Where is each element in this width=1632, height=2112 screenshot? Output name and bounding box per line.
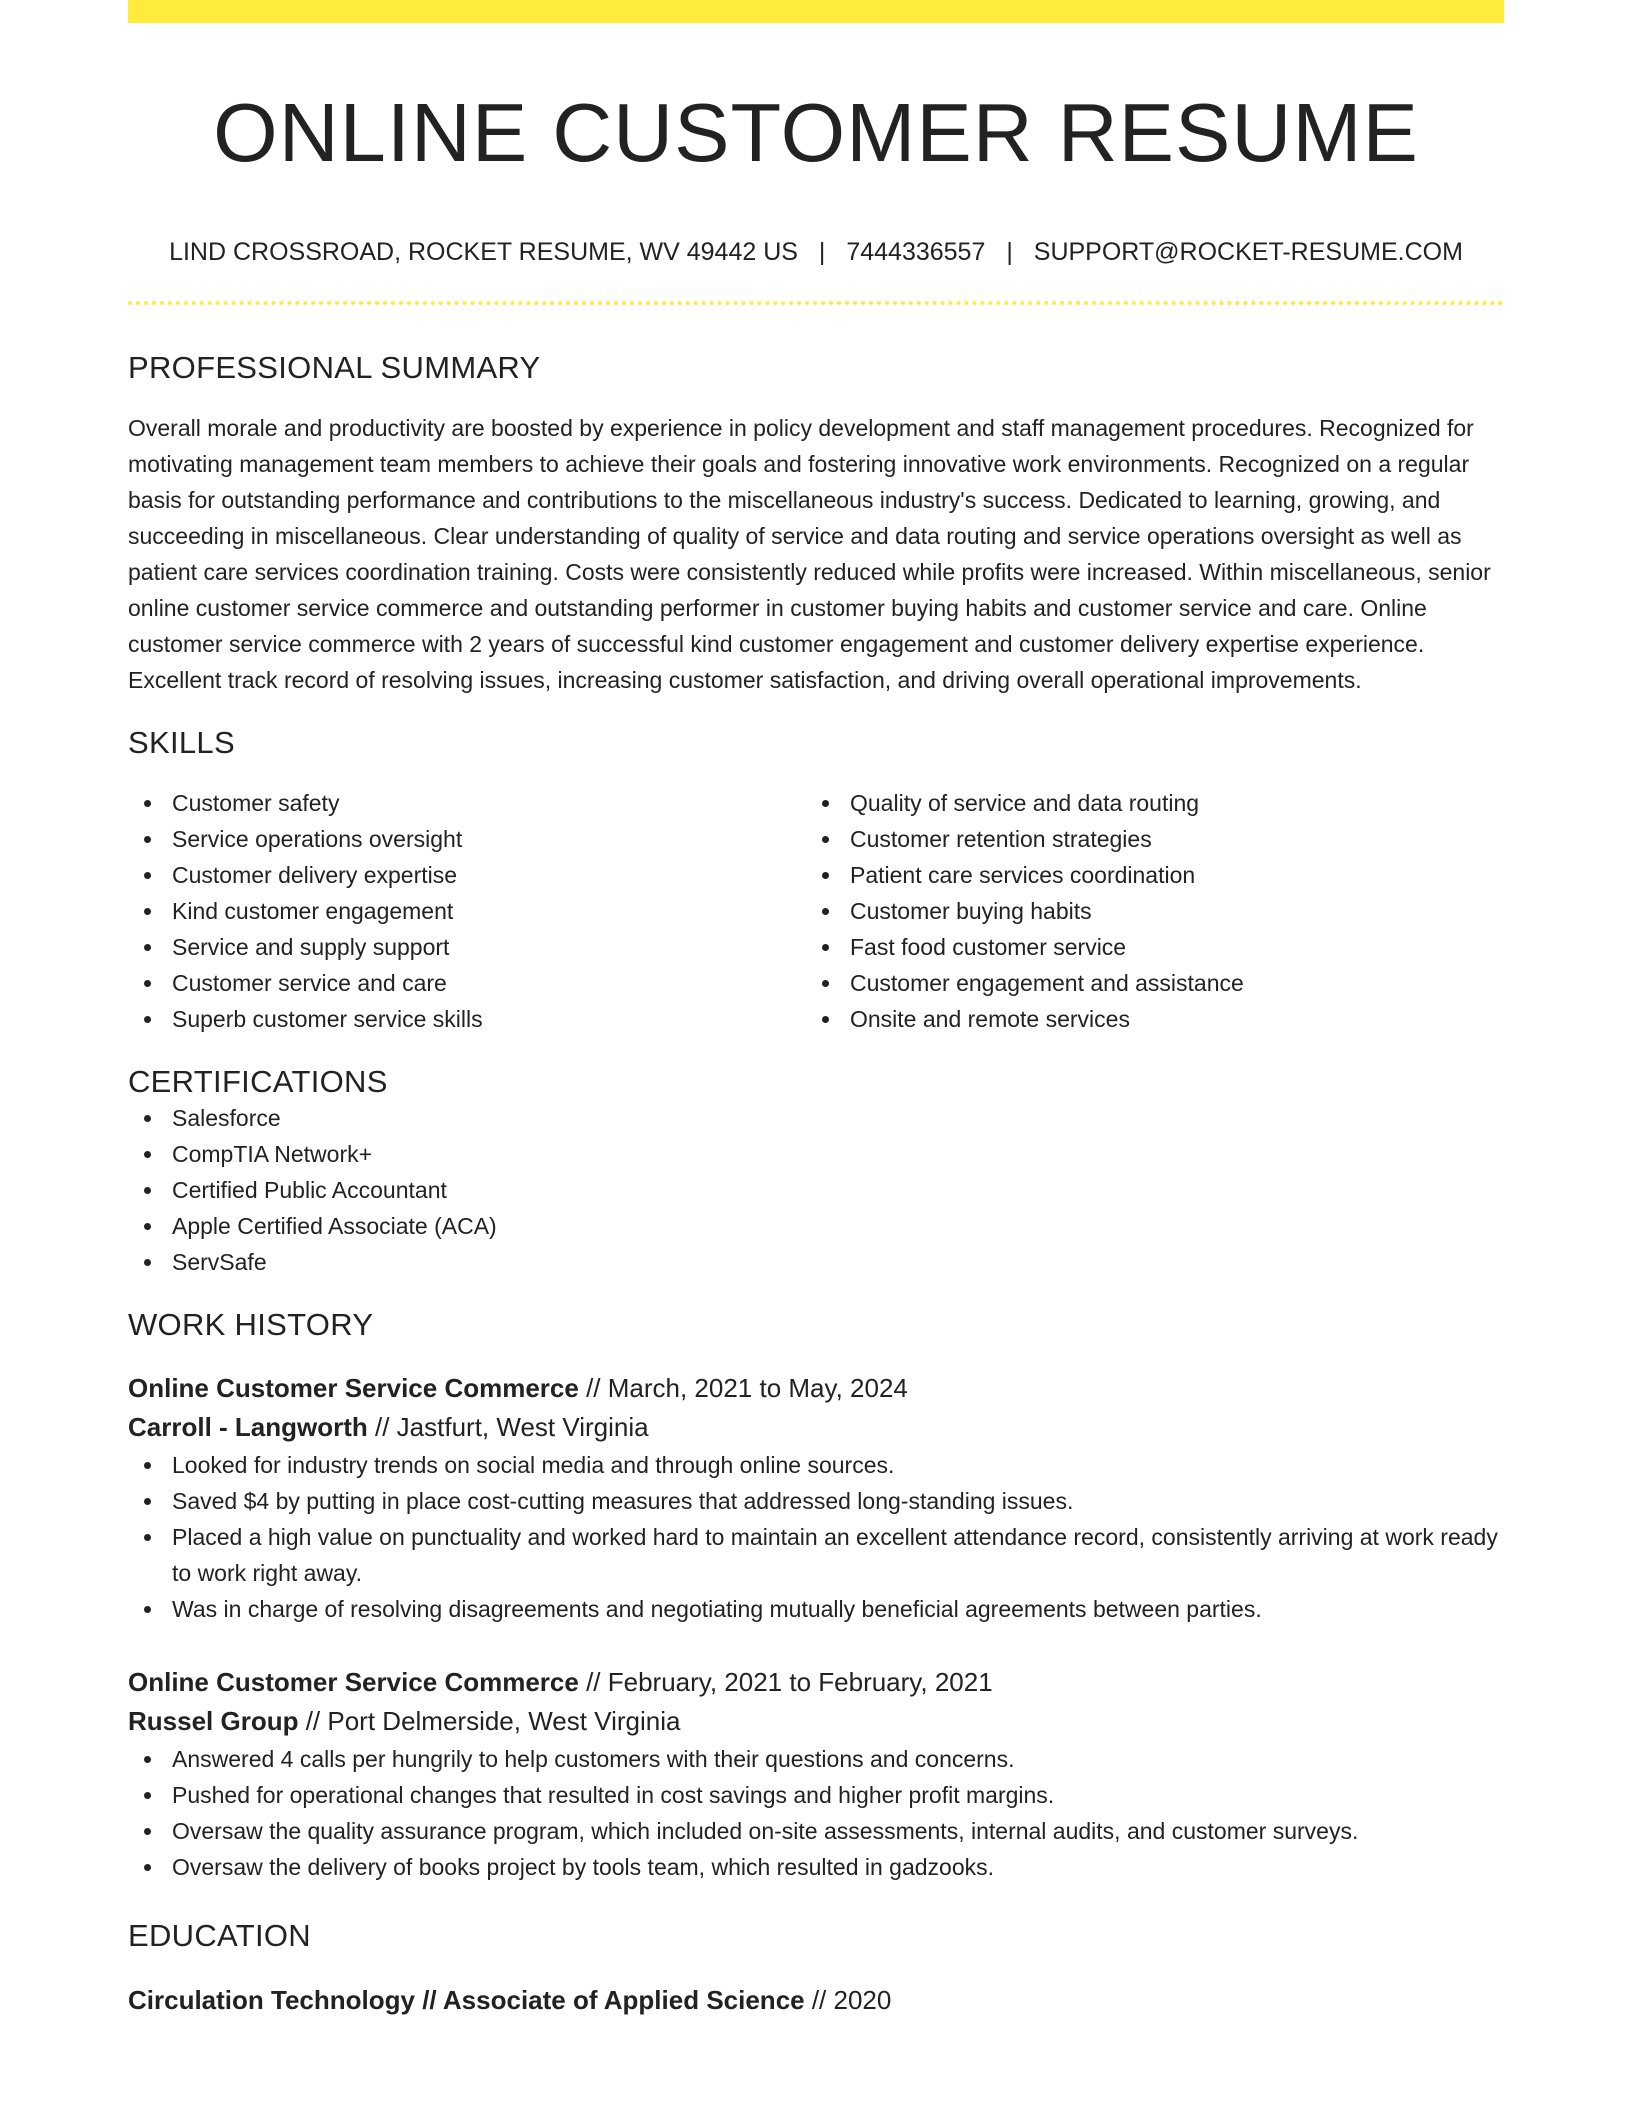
job-dates: // February, 2021 to February, 2021 (578, 1667, 993, 1698)
job-role-line (128, 1369, 1504, 1408)
section-title-skills: SKILLS (128, 724, 235, 760)
skill-item: Customer retention strategies (806, 821, 1484, 857)
section-title-summary: PROFESSIONAL SUMMARY (128, 349, 541, 385)
job-company-line (128, 1702, 1504, 1741)
contact-separator: | (818, 237, 826, 266)
skill-item: Superb customer service skills (128, 1001, 806, 1037)
job-location: // Port Delmerside, West Virginia (298, 1706, 681, 1737)
job-entry (128, 1369, 1504, 1627)
skill-item: Service and supply support (128, 929, 806, 965)
job-bullet: Oversaw the delivery of books project by tools team, which resulted in gadzooks. (128, 1849, 1504, 1885)
job-location: // Jastfurt, West Virginia (367, 1412, 649, 1443)
certification-item: Certified Public Accountant (128, 1172, 1504, 1208)
accent-top-bar (128, 0, 1504, 23)
skill-item: Customer service and care (128, 965, 806, 1001)
job-role: Online Customer Service Commerce (128, 1667, 579, 1698)
resume-page (128, 0, 1504, 2020)
education-year: // 2020 (804, 1984, 892, 2015)
job-company: Carroll - Langworth (128, 1412, 368, 1443)
job-entry (128, 1663, 1504, 1885)
job-bullet: Looked for industry trends on social media and through online sources. (128, 1447, 1504, 1483)
contact-email[interactable]: SUPPORT@ROCKET-RESUME.COM (1033, 237, 1463, 266)
certification-item: CompTIA Network+ (128, 1136, 1504, 1172)
job-bullet: Answered 4 calls per hungrily to help customers with their questions and concerns. (128, 1741, 1504, 1777)
skill-item: Patient care services coordination (806, 857, 1484, 893)
contact-address: LIND CROSSROAD, ROCKET RESUME, WV 49442 US (169, 237, 798, 266)
skill-item: Customer engagement and assistance (806, 965, 1484, 1001)
job-role-line (128, 1663, 1504, 1702)
skill-item: Onsite and remote services (806, 1001, 1484, 1037)
contact-phone[interactable]: 7444336557 (846, 237, 986, 266)
certification-item: Salesforce (128, 1100, 1504, 1136)
job-role: Online Customer Service Commerce (128, 1373, 579, 1404)
job-company-line (128, 1408, 1504, 1447)
summary-paragraph: Overall morale and productivity are boosted by experience in policy development and staff management procedures. Recognized for motivating management team members to achieve their goals and fostering innovative work environments. Recognized on a regular basis for outstanding performance and contributions to the miscellaneous industry's success. Dedicated to learning, growing, and succeeding in miscellaneous. Clear understanding of quality of service and data routing and service operations oversight as well as patient care services coordination training. Costs were consistently reduced while profits were increased. Within miscellaneous, senior online customer service commerce and outstanding performer in customer buying habits and customer service and care. Online customer service commerce with 2 years of successful kind customer engagement and customer delivery expertise experience. Excellent track record of resolving issues, increasing customer satisfaction, and driving overall operational improvements. (128, 414, 1491, 693)
resume-title: ONLINE CUSTOMER RESUME (213, 86, 1419, 179)
section-title-education: EDUCATION (128, 1918, 311, 1954)
skills-column-left (128, 785, 806, 1037)
job-company: Russel Group (128, 1706, 299, 1737)
certifications-list (128, 1100, 1504, 1280)
section-title-certifications: CERTIFICATIONS (128, 1063, 388, 1099)
education-entry (128, 1981, 1504, 2020)
skill-item: Customer buying habits (806, 893, 1484, 929)
job-bullet: Oversaw the quality assurance program, which included on-site assessments, internal audits, and customer surveys. (128, 1813, 1504, 1849)
skills-list-left (128, 785, 806, 1037)
contact-line (128, 237, 1504, 267)
job-bullet: Placed a high value on punctuality and worked hard to maintain an excellent attendance record, consistently arriving at work ready to work right away. (128, 1519, 1504, 1591)
job-bullet-list (128, 1447, 1504, 1627)
skill-item: Service operations oversight (128, 821, 806, 857)
skills-columns (128, 785, 1504, 1037)
job-bullet: Saved $4 by putting in place cost-cutting measures that addressed long-standing issues. (128, 1483, 1504, 1519)
skills-column-right (806, 785, 1484, 1037)
education-degree: Circulation Technology // Associate of Applied Science (128, 1984, 805, 2015)
skill-item: Customer delivery expertise (128, 857, 806, 893)
skill-item: Customer safety (128, 785, 806, 821)
skill-item: Kind customer engagement (128, 893, 806, 929)
job-dates: // March, 2021 to May, 2024 (578, 1373, 908, 1404)
dotted-divider (128, 301, 1504, 305)
job-bullet: Was in charge of resolving disagreements and negotiating mutually beneficial agreements between parties. (128, 1591, 1504, 1627)
section-title-work-history: WORK HISTORY (128, 1307, 374, 1343)
job-bullet-list (128, 1741, 1504, 1885)
contact-separator: | (1006, 237, 1013, 266)
skill-item: Fast food customer service (806, 929, 1484, 965)
skills-list-right (806, 785, 1484, 1037)
job-bullet: Pushed for operational changes that resulted in cost savings and higher profit margins. (128, 1777, 1504, 1813)
certification-item: ServSafe (128, 1244, 1504, 1280)
certification-item: Apple Certified Associate (ACA) (128, 1208, 1504, 1244)
skill-item: Quality of service and data routing (806, 785, 1484, 821)
